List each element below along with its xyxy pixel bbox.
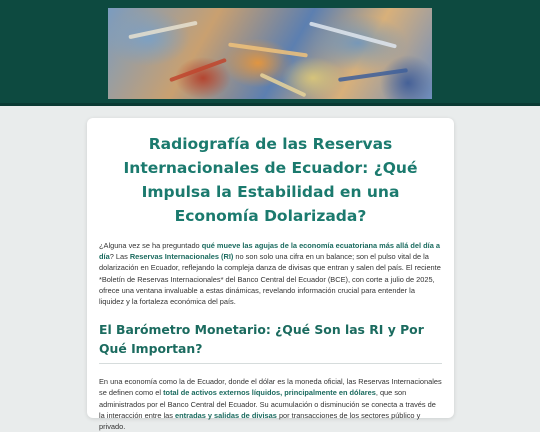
section-bold-2: entradas y salidas de divisas [175,410,277,420]
section-text-1: En una economía como la de Ecuador, donde el dólar es la moneda oficial, las Reservas Internacionales se definen como el [99,377,442,398]
article-card [87,118,454,432]
intro-paragraph [99,240,442,307]
section-text-2: , que son administrados por el Banco Central del Ecuador. Su acumulación o disminución se conecta a través de la interacción entre las [99,388,436,420]
intro-bold-1: qué mueve las agujas de la economía ecuatoriana más allá del día a día [99,241,440,262]
intro-text-1: ¿Alguna vez se ha preguntado [99,241,202,250]
section-bold-1: total de activos externos líquidos, principalmente en dólares [163,388,376,398]
hero-image [108,8,432,99]
header-band [0,0,540,106]
section-heading: El Barómetro Monetario: ¿Qué Son las RI y Por Qué Importan? [99,320,442,364]
intro-text-3: no son solo una cifra en un balance; son el pulso vital de la dolarización en Ecuador, reflejando la compleja danza de divisas que entran y salen del país. El reciente *Boletín de Reservas Internacionales* del Banco Central del Ecuador (BCE), con corte a julio de 2025, ofrece una ventana invaluable a estas dinámicas, revelando información crucial para entender la liquidez y la fortaleza económica del país. [99,252,441,307]
article-title: Radiografía de las Reservas Internacionales de Ecuador: ¿Qué Impulsa la Estabilidad en una Economía Dolarizada? [123,135,418,225]
intro-text-2: ? Las [109,252,130,262]
intro-bold-2: Reservas Internacionales (RI) [129,252,234,262]
section-paragraph [99,376,442,432]
section-text-3: por transacciones de los sectores público y privado. [99,410,421,432]
